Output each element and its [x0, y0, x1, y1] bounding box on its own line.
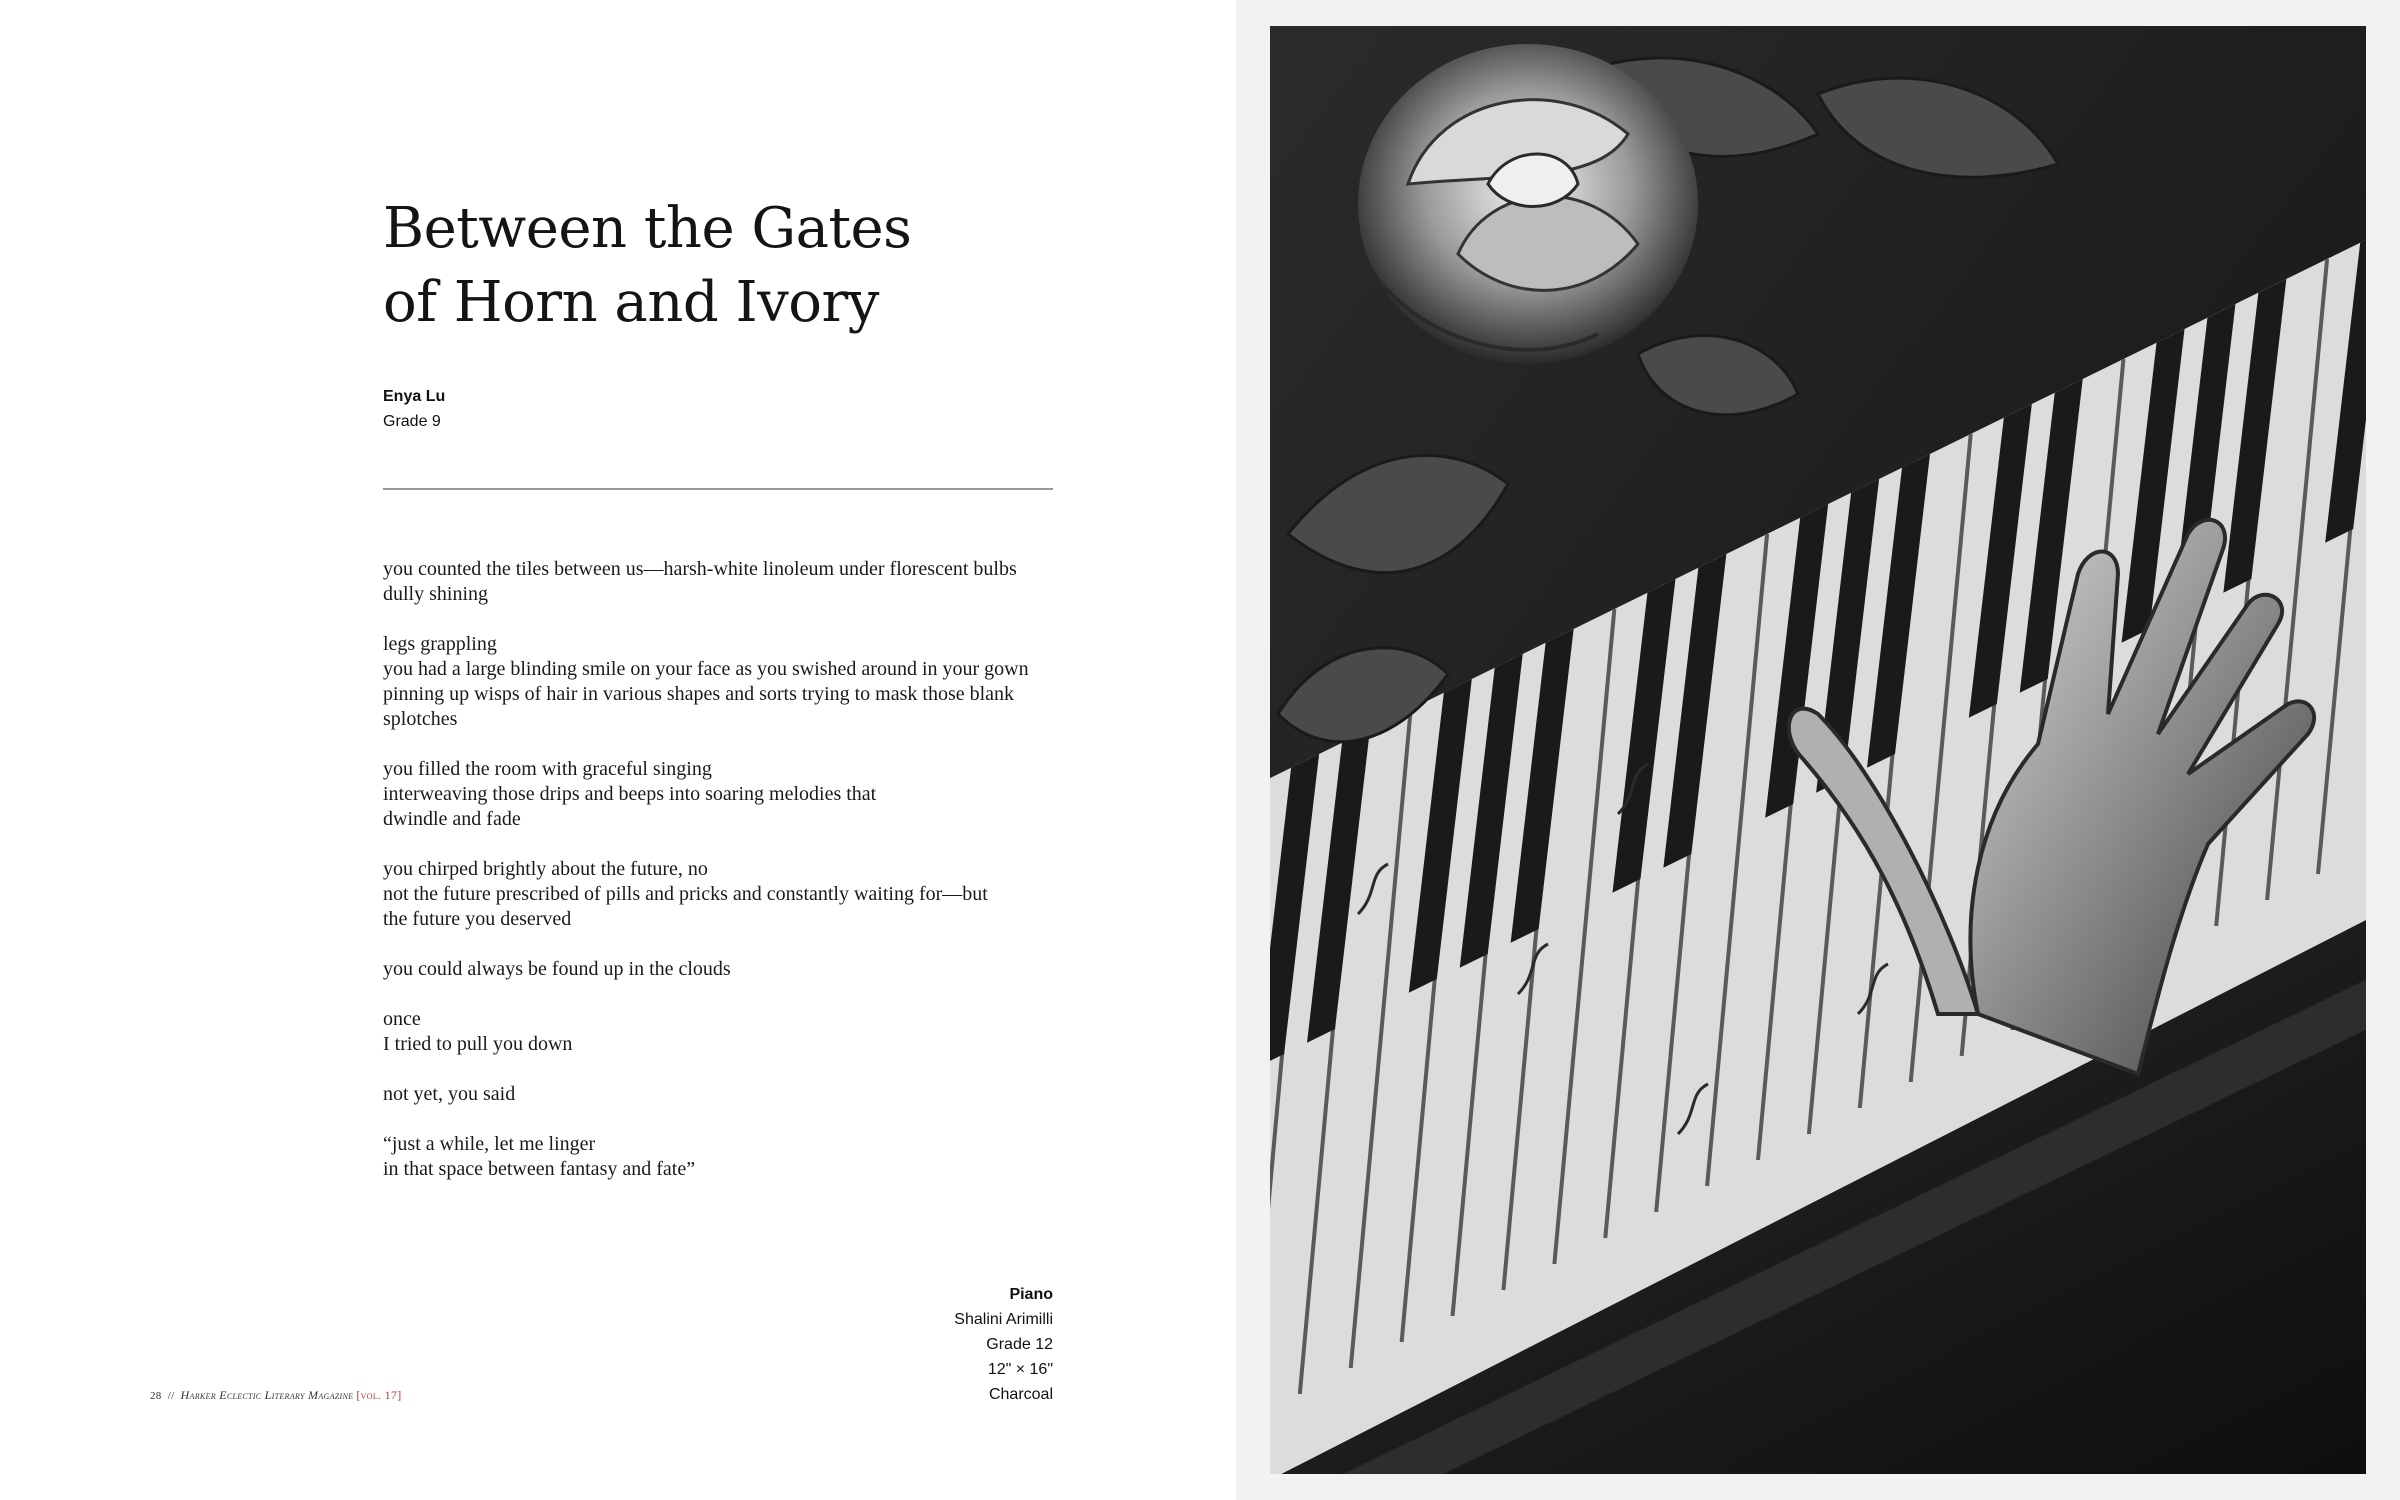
folio-separator: //	[167, 1390, 175, 1402]
artwork-credit	[853, 1282, 1053, 1407]
poem-stanza	[383, 1007, 1063, 1057]
page-number: 28	[150, 1390, 162, 1402]
right-page	[1236, 0, 2400, 1500]
artwork-grade: Grade 12	[986, 1336, 1053, 1353]
title-line-1: Between the Gates	[383, 196, 912, 261]
artwork-medium: Charcoal	[988, 1386, 1053, 1403]
divider-rule	[383, 488, 1053, 490]
poem-title	[383, 192, 1083, 340]
poem-line: splotches	[383, 708, 458, 730]
poem-stanza	[383, 557, 1063, 607]
poem-line: legs grappling	[383, 633, 497, 655]
poem-line: in that space between fantasy and fate”	[383, 1158, 696, 1180]
title-line-2: of Horn and Ivory	[383, 270, 879, 335]
poem-line: dully shining	[383, 583, 489, 605]
poem-line: dwindle and fade	[383, 808, 521, 830]
poem-body	[383, 557, 1063, 1207]
poem-line: interweaving those drips and beeps into soaring melodies that	[383, 783, 877, 805]
poem-stanza	[383, 632, 1063, 732]
magazine-name: Harker Eclectic Literary Magazine	[180, 1388, 354, 1402]
poem-stanza	[383, 1132, 1063, 1182]
folio	[150, 1388, 402, 1403]
author-name: Enya Lu	[383, 388, 446, 405]
rose	[1358, 44, 1698, 364]
volume-label: [vol. 17]	[356, 1388, 402, 1402]
poem-line: I tried to pull you down	[383, 1033, 573, 1055]
artwork-artist: Shalini Arimilli	[954, 1311, 1053, 1328]
poem-line: not yet, you said	[383, 1083, 516, 1105]
poem-line: once	[383, 1008, 421, 1030]
poem-stanza	[383, 757, 1063, 832]
poem-line: you filled the room with graceful singing	[383, 758, 712, 780]
poem-line: you counted the tiles between us—harsh-white linoleum under florescent bulbs	[383, 558, 1017, 580]
poem-line: you could always be found up in the clouds	[383, 958, 731, 980]
poem-line: not the future prescribed of pills and pricks and constantly waiting for—but	[383, 883, 988, 905]
poem-line: you chirped brightly about the future, no	[383, 858, 708, 880]
poem-line: the future you deserved	[383, 908, 572, 930]
poem-line: “just a while, let me linger	[383, 1133, 596, 1155]
poem-stanza	[383, 1082, 1063, 1107]
poem-line: pinning up wisps of hair in various shapes and sorts trying to mask those blank	[383, 683, 1015, 705]
poem-stanza	[383, 857, 1063, 932]
poem-stanza	[383, 957, 1063, 982]
artwork-dimensions: 12" × 16"	[987, 1361, 1053, 1378]
byline	[383, 384, 445, 434]
artwork-title: Piano	[1009, 1286, 1053, 1303]
piano-charcoal-drawing	[1258, 14, 2378, 1486]
poem-line: you had a large blinding smile on your face as you swished around in your gown	[383, 658, 1029, 680]
author-grade: Grade 9	[383, 413, 441, 430]
